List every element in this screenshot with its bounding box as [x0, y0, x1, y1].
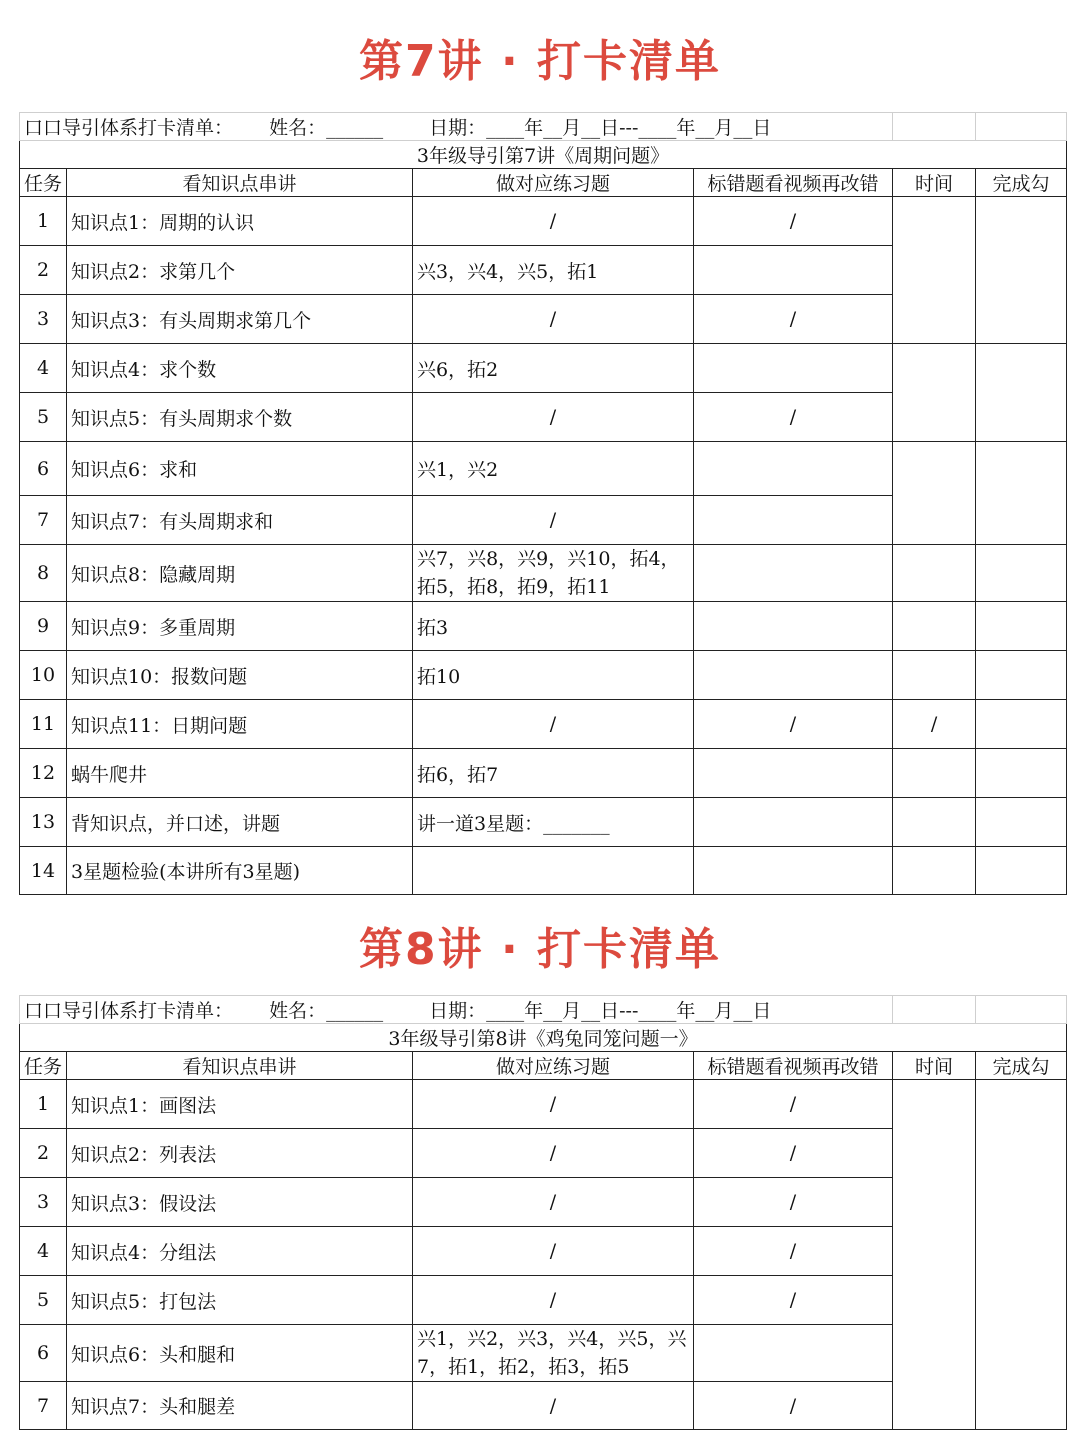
topic-cell: 知识点7：头和腿差	[67, 1382, 413, 1430]
topic-cell: 3星题检验(本讲所有3星题)	[67, 847, 413, 895]
review-cell: /	[694, 295, 893, 344]
task-number: 6	[20, 1325, 67, 1382]
review-cell	[694, 602, 893, 651]
review-cell	[694, 545, 893, 602]
table-row	[20, 197, 1067, 246]
topic-cell: 蜗牛爬井	[67, 749, 413, 798]
exercise-cell: 拓6，拓7	[413, 749, 694, 798]
topic-cell: 知识点4：分组法	[67, 1227, 413, 1276]
task-number: 8	[20, 545, 67, 602]
exercise-cell: 拓3	[413, 602, 694, 651]
done-checkbox-cell[interactable]	[976, 798, 1067, 847]
topic-cell: 知识点7：有头周期求和	[67, 496, 413, 545]
lecture7-checklist-table	[19, 112, 1067, 895]
exercise-cell: /	[413, 1178, 694, 1227]
lecture-subtitle: 3年级导引第8讲《鸡兔同笼问题一》	[20, 1024, 1067, 1052]
col-header-time: 时间	[893, 1052, 976, 1080]
topic-cell: 知识点3：假设法	[67, 1178, 413, 1227]
done-checkbox-cell[interactable]	[976, 651, 1067, 700]
col-header-time: 时间	[893, 169, 976, 197]
task-number: 11	[20, 700, 67, 749]
time-cell[interactable]	[893, 1080, 976, 1430]
topic-cell: 知识点3：有头周期求第几个	[67, 295, 413, 344]
lecture-subtitle: 3年级导引第7讲《周期问题》	[20, 141, 1067, 169]
topic-cell: 知识点1：画图法	[67, 1080, 413, 1129]
table-row	[20, 847, 1067, 895]
time-cell[interactable]	[893, 651, 976, 700]
topic-cell: 背知识点，并口述，讲题	[67, 798, 413, 847]
review-cell	[694, 1325, 893, 1382]
header-blank-cell	[893, 996, 976, 1024]
table-row	[20, 749, 1067, 798]
exercise-cell[interactable]: 讲一道3星题：_______	[413, 798, 694, 847]
lecture8-title: 第8讲 · 打卡清单	[359, 924, 721, 975]
col-header-review: 标错题看视频再改错	[694, 169, 893, 197]
topic-cell: 知识点8：隐藏周期	[67, 545, 413, 602]
review-cell	[694, 651, 893, 700]
col-header-topic: 看知识点串讲	[67, 1052, 413, 1080]
exercise-cell: /	[413, 393, 694, 442]
task-number: 5	[20, 1276, 67, 1325]
review-cell	[694, 344, 893, 393]
exercise-cell: 兴3，兴4，兴5，拓1	[413, 246, 694, 295]
name-field[interactable]: 姓名：______	[269, 1000, 384, 1022]
task-number: 10	[20, 651, 67, 700]
exercise-cell: /	[413, 197, 694, 246]
review-cell: /	[694, 1276, 893, 1325]
table-row	[20, 651, 1067, 700]
topic-cell: 知识点1：周期的认识	[67, 197, 413, 246]
review-cell: /	[694, 1382, 893, 1430]
done-checkbox-cell[interactable]	[976, 1080, 1067, 1430]
topic-cell: 知识点4：求个数	[67, 344, 413, 393]
task-number: 2	[20, 1129, 67, 1178]
header-blank-cell	[976, 996, 1067, 1024]
review-cell: /	[694, 1178, 893, 1227]
exercise-cell: /	[413, 496, 694, 545]
name-field[interactable]: 姓名：______	[269, 117, 384, 139]
task-number: 2	[20, 246, 67, 295]
exercise-cell: 兴1，兴2	[413, 442, 694, 496]
task-number: 7	[20, 496, 67, 545]
topic-cell: 知识点2：求第几个	[67, 246, 413, 295]
exercise-cell: /	[413, 295, 694, 344]
col-header-task: 任务	[20, 169, 67, 197]
table-row	[20, 602, 1067, 651]
topic-cell: 知识点5：有头周期求个数	[67, 393, 413, 442]
task-number: 7	[20, 1382, 67, 1430]
task-number: 3	[20, 1178, 67, 1227]
col-header-exercise: 做对应练习题	[413, 169, 694, 197]
checklist-header-info	[20, 113, 893, 141]
exercise-cell: /	[413, 1080, 694, 1129]
table-row	[20, 1080, 1067, 1129]
review-cell: /	[694, 700, 893, 749]
review-cell	[694, 246, 893, 295]
col-header-review: 标错题看视频再改错	[694, 1052, 893, 1080]
system-label: 口口导引体系打卡清单：	[24, 117, 234, 139]
task-number: 5	[20, 393, 67, 442]
exercise-cell: /	[413, 1129, 694, 1178]
table-row	[20, 545, 1067, 602]
task-number: 9	[20, 602, 67, 651]
system-label: 口口导引体系打卡清单：	[24, 1000, 234, 1022]
topic-cell: 知识点9：多重周期	[67, 602, 413, 651]
done-checkbox-cell[interactable]	[976, 545, 1067, 602]
col-header-topic: 看知识点串讲	[67, 169, 413, 197]
done-checkbox-cell[interactable]	[976, 602, 1067, 651]
exercise-cell: /	[413, 1227, 694, 1276]
exercise-cell: 拓10	[413, 651, 694, 700]
table-row	[20, 798, 1067, 847]
review-cell	[694, 847, 893, 895]
review-cell: /	[694, 1227, 893, 1276]
header-blank-cell	[893, 113, 976, 141]
time-cell[interactable]	[893, 442, 976, 545]
task-number: 6	[20, 442, 67, 496]
topic-cell: 知识点2：列表法	[67, 1129, 413, 1178]
done-checkbox-cell[interactable]	[976, 749, 1067, 798]
col-header-task: 任务	[20, 1052, 67, 1080]
task-number: 12	[20, 749, 67, 798]
time-cell[interactable]	[893, 344, 976, 442]
time-cell[interactable]	[893, 749, 976, 798]
review-cell: /	[694, 197, 893, 246]
col-header-exercise: 做对应练习题	[413, 1052, 694, 1080]
time-cell[interactable]	[893, 798, 976, 847]
review-cell	[694, 496, 893, 545]
table-row	[20, 700, 1067, 749]
exercise-cell: /	[413, 700, 694, 749]
task-number: 13	[20, 798, 67, 847]
lecture8-checklist-table	[19, 995, 1067, 1430]
time-cell[interactable]	[893, 847, 976, 895]
task-number: 4	[20, 344, 67, 393]
time-cell[interactable]	[893, 197, 976, 344]
col-header-done: 完成勾	[976, 169, 1067, 197]
exercise-cell: /	[413, 1276, 694, 1325]
review-cell	[694, 798, 893, 847]
exercise-cell: /	[413, 1382, 694, 1430]
time-cell[interactable]: /	[893, 700, 976, 749]
exercise-cell: 兴1，兴2，兴3，兴4，兴5，兴7，拓1，拓2，拓3，拓5	[413, 1325, 694, 1382]
review-cell	[694, 749, 893, 798]
header-blank-cell	[976, 113, 1067, 141]
review-cell: /	[694, 393, 893, 442]
topic-cell: 知识点6：求和	[67, 442, 413, 496]
review-cell: /	[694, 1080, 893, 1129]
time-cell[interactable]	[893, 545, 976, 602]
col-header-done: 完成勾	[976, 1052, 1067, 1080]
task-number: 4	[20, 1227, 67, 1276]
exercise-cell: 兴6，拓2	[413, 344, 694, 393]
exercise-cell: 兴7，兴8，兴9，兴10，拓4，拓5，拓8，拓9，拓11	[413, 545, 694, 602]
done-checkbox-cell[interactable]	[976, 700, 1067, 749]
topic-cell: 知识点10：报数问题	[67, 651, 413, 700]
table-row	[20, 442, 1067, 496]
table-row	[20, 344, 1067, 393]
task-number: 14	[20, 847, 67, 895]
review-cell	[694, 442, 893, 496]
done-checkbox-cell[interactable]	[976, 847, 1067, 895]
done-checkbox-cell[interactable]	[976, 442, 1067, 545]
task-number: 1	[20, 1080, 67, 1129]
time-cell[interactable]	[893, 602, 976, 651]
topic-cell: 知识点5：打包法	[67, 1276, 413, 1325]
exercise-cell	[413, 847, 694, 895]
date-field[interactable]: 日期：____年__月__日---____年__月__日	[429, 117, 772, 139]
topic-cell: 知识点11：日期问题	[67, 700, 413, 749]
done-checkbox-cell[interactable]	[976, 197, 1067, 344]
review-cell: /	[694, 1129, 893, 1178]
checklist-header-info	[20, 996, 893, 1024]
task-number: 3	[20, 295, 67, 344]
done-checkbox-cell[interactable]	[976, 344, 1067, 442]
lecture7-title: 第7讲 · 打卡清单	[359, 36, 721, 87]
topic-cell: 知识点6：头和腿和	[67, 1325, 413, 1382]
task-number: 1	[20, 197, 67, 246]
date-field[interactable]: 日期：____年__月__日---____年__月__日	[429, 1000, 772, 1022]
